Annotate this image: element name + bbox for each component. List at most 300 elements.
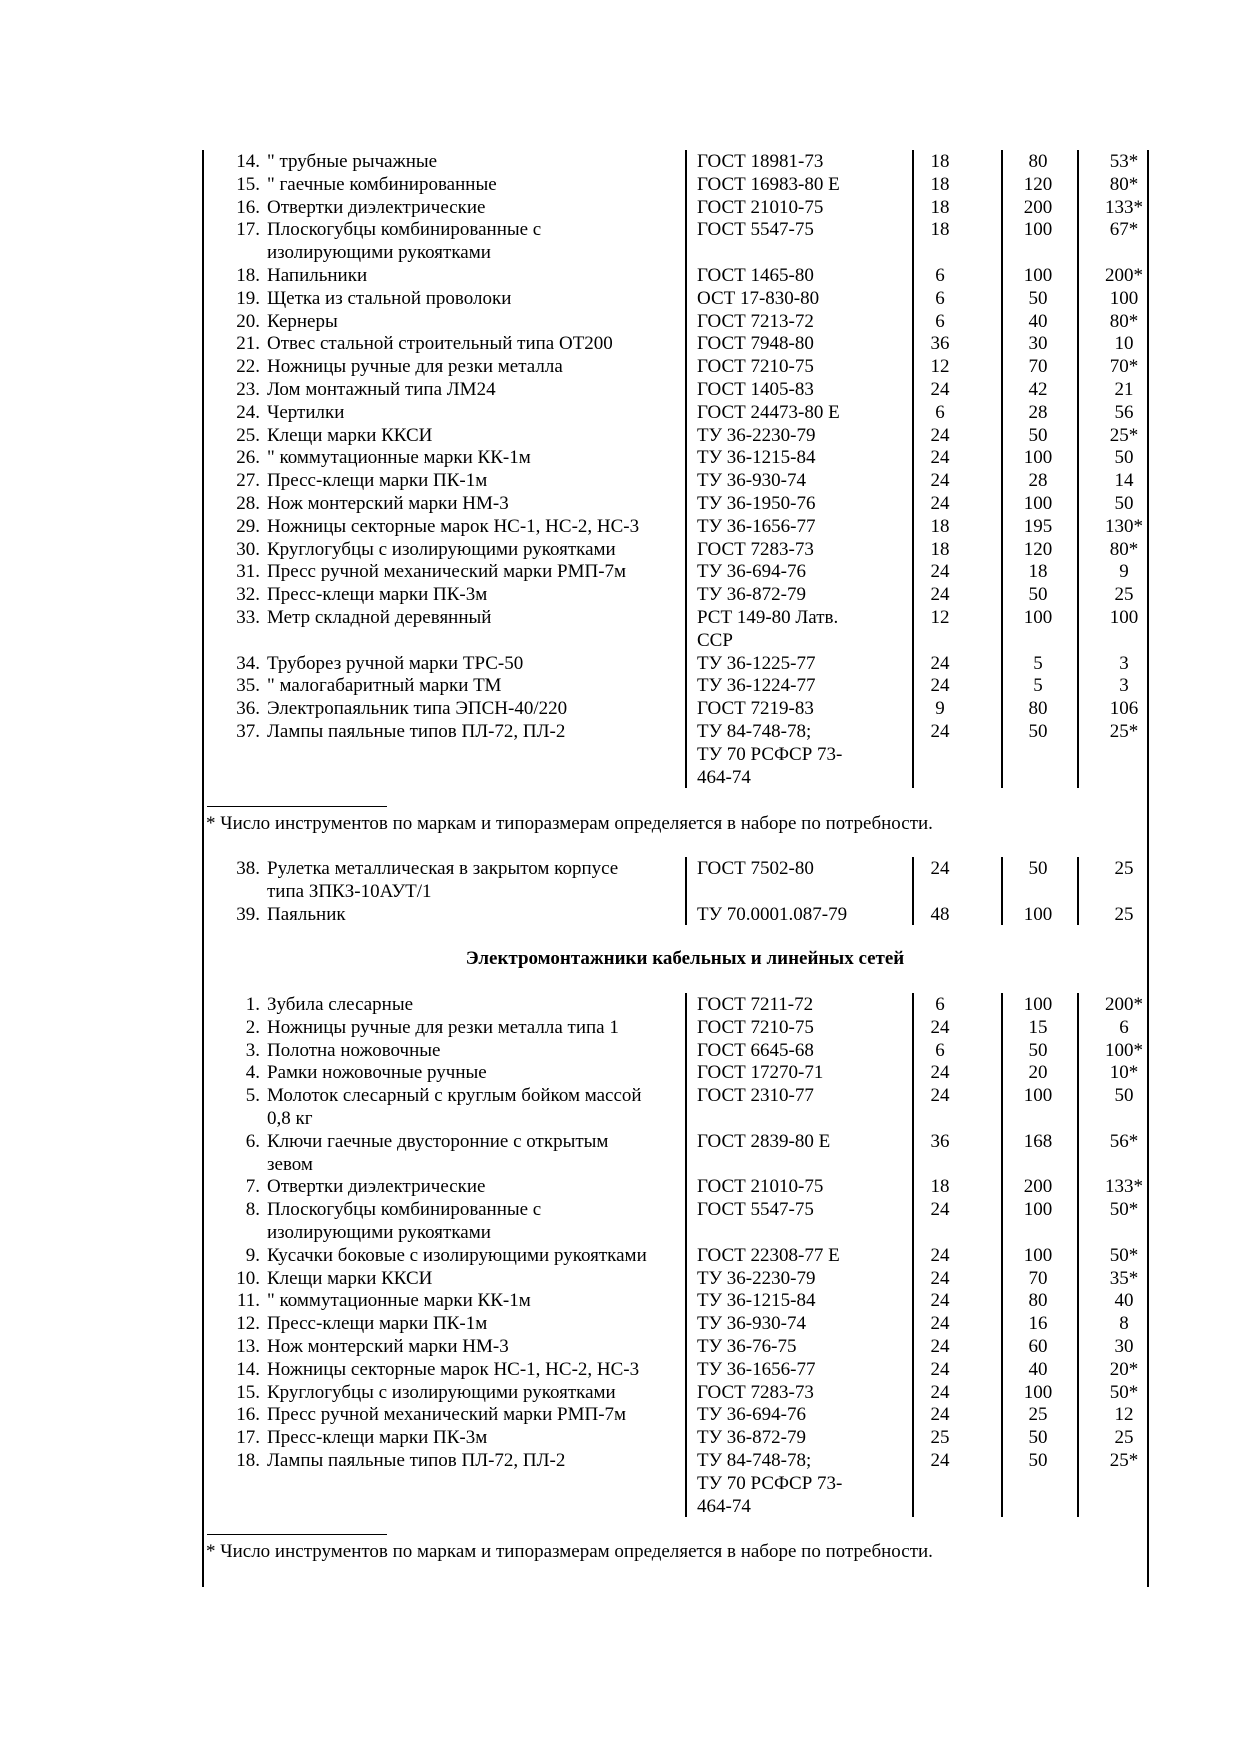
table-row xyxy=(0,1244,1240,1268)
table-row xyxy=(0,1472,1240,1496)
standard-ref: ТУ 36-1656-77 xyxy=(697,1358,816,1380)
table-row xyxy=(0,1153,1240,1177)
column-divider xyxy=(1001,993,1003,1517)
quantity-per-100: 18 xyxy=(1028,561,1048,583)
row-number: 28. xyxy=(236,493,260,514)
table-row xyxy=(0,332,1240,356)
norm-value: 50 xyxy=(1114,1085,1134,1107)
tool-name: Клещи марки ККСИ xyxy=(267,424,433,446)
service-life-months: 6 xyxy=(935,265,945,286)
tool-name: " гаечные комбинированные xyxy=(267,173,497,195)
norm-value: 25* xyxy=(1109,1450,1139,1471)
row-number: 22. xyxy=(236,356,260,378)
tool-name: изолирующими рукоятками xyxy=(267,1222,491,1243)
row-number: 36. xyxy=(236,698,260,720)
quantity-per-100: 195 xyxy=(1023,515,1053,537)
row-number: 16. xyxy=(236,1404,260,1426)
row-number: 20. xyxy=(236,310,260,332)
standard-ref: ГОСТ 7210-75 xyxy=(697,1016,814,1038)
service-life-months: 24 xyxy=(930,1062,950,1084)
standard-ref: ГОСТ 22308-77 Е xyxy=(697,1244,840,1266)
tool-name: " трубные рычажные xyxy=(267,151,438,172)
standard-ref: ГОСТ 7502-80 xyxy=(697,858,814,879)
tool-name: Ножницы секторные марок НС-1, НС-2, НС-3 xyxy=(267,515,640,537)
service-life-months: 24 xyxy=(930,1313,950,1335)
standard-ref: ГОСТ 7211-72 xyxy=(697,994,814,1015)
table-row xyxy=(0,1312,1240,1336)
norm-value: 50 xyxy=(1114,447,1134,469)
service-life-months: 12 xyxy=(930,356,950,378)
quantity-per-100: 100 xyxy=(1023,1244,1053,1266)
row-number: 21. xyxy=(236,333,260,355)
quantity-per-100: 80 xyxy=(1028,151,1048,172)
row-number: 18. xyxy=(236,265,260,286)
footnote-2: * Число инструментов по маркам и типоразмерам определяется в наборе по потребности. xyxy=(206,1541,933,1562)
tool-name: Пресс ручной механический марки РМП-7м xyxy=(267,1404,627,1426)
service-life-months: 24 xyxy=(930,561,950,583)
tool-name: Ножницы ручные для резки металла типа 1 xyxy=(267,1016,619,1038)
quantity-per-100: 100 xyxy=(1023,994,1053,1015)
table-row xyxy=(0,378,1240,402)
table-row xyxy=(0,1289,1240,1313)
quantity-per-100: 50 xyxy=(1028,1427,1048,1449)
table-row xyxy=(0,1198,1240,1222)
standard-ref: ССР xyxy=(697,629,733,651)
table-row xyxy=(0,766,1240,790)
table-row xyxy=(0,1403,1240,1427)
tool-name: Ножницы секторные марок НС-1, НС-2, НС-3 xyxy=(267,1358,640,1380)
quantity-per-100: 50 xyxy=(1028,287,1048,309)
column-divider xyxy=(1077,857,1079,925)
service-life-months: 24 xyxy=(930,858,950,879)
quantity-per-100: 70 xyxy=(1028,356,1048,378)
table-row xyxy=(0,287,1240,311)
row-number: 2. xyxy=(245,1016,260,1038)
table-row xyxy=(0,150,1240,174)
standard-ref: ГОСТ 16983-80 Е xyxy=(697,173,840,195)
quantity-per-100: 25 xyxy=(1028,1404,1048,1426)
row-number: 7. xyxy=(245,1176,260,1198)
quantity-per-100: 168 xyxy=(1023,1130,1053,1152)
row-number: 1. xyxy=(245,994,260,1015)
row-number: 35. xyxy=(236,675,260,697)
column-divider xyxy=(1001,150,1003,788)
standard-ref: ГОСТ 2839-80 Е xyxy=(697,1130,831,1152)
table-row xyxy=(0,264,1240,288)
table-row xyxy=(0,1358,1240,1382)
tool-name: Труборез ручной марки ТРС-50 xyxy=(267,652,524,674)
row-number: 3. xyxy=(245,1039,260,1061)
tool-name: Ножницы ручные для резки металла xyxy=(267,356,563,378)
standard-ref: ТУ 84-748-78; xyxy=(697,721,812,742)
row-number: 4. xyxy=(245,1062,260,1084)
standard-ref: ТУ 36-1656-77 xyxy=(697,515,816,537)
service-life-months: 24 xyxy=(930,447,950,469)
norm-value: 25 xyxy=(1114,1427,1134,1449)
tool-name: " коммутационные марки КК-1м xyxy=(267,447,531,469)
service-life-months: 24 xyxy=(930,1450,950,1471)
norm-value: 100* xyxy=(1105,1039,1143,1061)
tool-name: Зубила слесарные xyxy=(267,994,414,1015)
quantity-per-100: 80 xyxy=(1028,698,1048,720)
norm-value: 200* xyxy=(1105,265,1143,286)
norm-value: 25 xyxy=(1114,858,1134,879)
norm-value: 67* xyxy=(1109,219,1139,241)
standard-ref: ГОСТ 7283-73 xyxy=(697,1381,814,1403)
tool-name: Молоток слесарный с круглым бойком массой xyxy=(267,1085,642,1107)
quantity-per-100: 15 xyxy=(1028,1016,1048,1038)
quantity-per-100: 50 xyxy=(1028,584,1048,606)
row-number: 17. xyxy=(236,219,260,241)
table-row xyxy=(0,903,1240,927)
standard-ref: ТУ 70 РСФСР 73- xyxy=(697,1472,843,1494)
quantity-per-100: 16 xyxy=(1028,1313,1048,1335)
standard-ref: ГОСТ 21010-75 xyxy=(697,1176,824,1198)
quantity-per-100: 100 xyxy=(1023,1381,1053,1403)
column-divider xyxy=(1077,993,1079,1517)
service-life-months: 6 xyxy=(935,310,945,332)
table-row xyxy=(0,196,1240,220)
tool-name: Лампы паяльные типов ПЛ-72, ПЛ-2 xyxy=(267,721,566,742)
norm-value: 80* xyxy=(1109,310,1139,332)
tool-name: Плоскогубцы комбинированные с xyxy=(267,1199,542,1221)
standard-ref: ГОСТ 7210-75 xyxy=(697,356,814,378)
column-divider xyxy=(912,993,914,1517)
row-number: 31. xyxy=(236,561,260,583)
standard-ref: ГОСТ 1405-83 xyxy=(697,379,814,400)
standard-ref: ГОСТ 7219-83 xyxy=(697,698,814,720)
row-number: 18. xyxy=(236,1450,260,1471)
standard-ref: ТУ 36-2230-79 xyxy=(697,1267,816,1289)
tool-name: Паяльник xyxy=(267,903,346,925)
column-divider xyxy=(685,993,687,1517)
quantity-per-100: 50 xyxy=(1028,858,1048,879)
table-row xyxy=(0,993,1240,1017)
tool-name: Щетка из стальной проволоки xyxy=(267,287,512,309)
standard-ref: ГОСТ 18981-73 xyxy=(697,151,824,172)
service-life-months: 24 xyxy=(930,424,950,446)
norm-value: 50* xyxy=(1109,1381,1139,1403)
row-number: 27. xyxy=(236,470,260,492)
quantity-per-100: 5 xyxy=(1033,652,1043,674)
tool-name: типа ЗПКЗ-10АУТ/1 xyxy=(267,880,432,902)
quantity-per-100: 100 xyxy=(1023,607,1053,628)
row-number: 11. xyxy=(236,1290,260,1312)
footnote-1: * Число инструментов по маркам и типоразмерам определяется в наборе по потребности. xyxy=(206,813,933,834)
quantity-per-100: 42 xyxy=(1028,379,1048,400)
row-number: 15. xyxy=(236,173,260,195)
service-life-months: 24 xyxy=(930,1381,950,1403)
service-life-months: 6 xyxy=(935,287,945,309)
standard-ref: ТУ 36-76-75 xyxy=(697,1336,797,1357)
quantity-per-100: 50 xyxy=(1028,1450,1048,1471)
row-number: 23. xyxy=(236,379,260,400)
row-number: 26. xyxy=(236,447,260,469)
standard-ref: ГОСТ 17270-71 xyxy=(697,1062,824,1084)
service-life-months: 24 xyxy=(930,379,950,400)
row-number: 38. xyxy=(236,858,260,879)
row-number: 19. xyxy=(236,287,260,309)
quantity-per-100: 60 xyxy=(1028,1336,1048,1357)
standard-ref: ТУ 36-1224-77 xyxy=(697,675,816,697)
row-number: 25. xyxy=(236,424,260,446)
service-life-months: 24 xyxy=(930,1244,950,1266)
norm-value: 10* xyxy=(1109,1062,1139,1084)
table-row xyxy=(0,1449,1240,1473)
column-divider xyxy=(1001,857,1003,925)
norm-value: 21 xyxy=(1114,379,1134,400)
row-number: 17. xyxy=(236,1427,260,1449)
standard-ref: ТУ 36-694-76 xyxy=(697,561,806,583)
table-row xyxy=(0,1107,1240,1131)
table-row xyxy=(0,1267,1240,1291)
service-life-months: 24 xyxy=(930,1016,950,1038)
service-life-months: 18 xyxy=(930,515,950,537)
footnote-rule xyxy=(207,806,387,807)
quantity-per-100: 100 xyxy=(1023,493,1053,514)
table-row xyxy=(0,1495,1240,1519)
row-number: 8. xyxy=(245,1199,260,1221)
row-number: 16. xyxy=(236,196,260,218)
row-number: 14. xyxy=(236,1358,260,1380)
tool-name: Ключи гаечные двусторонние с открытым xyxy=(267,1130,609,1152)
quantity-per-100: 100 xyxy=(1023,1199,1053,1221)
norm-value: 35* xyxy=(1109,1267,1139,1289)
table-row xyxy=(0,241,1240,265)
row-number: 5. xyxy=(245,1085,260,1107)
norm-value: 9 xyxy=(1119,561,1129,583)
service-life-months: 18 xyxy=(930,1176,950,1198)
service-life-months: 18 xyxy=(930,219,950,241)
norm-value: 80* xyxy=(1109,173,1139,195)
table-row xyxy=(0,1016,1240,1040)
norm-value: 50* xyxy=(1109,1199,1139,1221)
quantity-per-100: 28 xyxy=(1028,470,1048,492)
norm-value: 133* xyxy=(1105,196,1143,218)
tool-name: Нож монтерский марки НМ-3 xyxy=(267,1336,509,1357)
quantity-per-100: 200 xyxy=(1023,1176,1053,1198)
norm-value: 70* xyxy=(1109,356,1139,378)
standard-ref: ГОСТ 24473-80 Е xyxy=(697,401,840,423)
standard-ref: ГОСТ 5547-75 xyxy=(697,1199,814,1221)
service-life-months: 18 xyxy=(930,173,950,195)
tool-name: Электропаяльник типа ЭПСН-40/220 xyxy=(267,698,568,720)
table-row xyxy=(0,1335,1240,1359)
table-row xyxy=(0,1381,1240,1405)
tool-name: " коммутационные марки КК-1м xyxy=(267,1290,531,1312)
tool-name: Плоскогубцы комбинированные с xyxy=(267,219,542,241)
row-number: 15. xyxy=(236,1381,260,1403)
norm-value: 50* xyxy=(1109,1244,1139,1266)
standard-ref: ГОСТ 1465-80 xyxy=(697,265,814,286)
norm-value: 25 xyxy=(1114,584,1134,606)
tool-name: изолирующими рукоятками xyxy=(267,242,491,264)
standard-ref: ТУ 70 РСФСР 73- xyxy=(697,743,843,765)
standard-ref: ГОСТ 7213-72 xyxy=(697,310,814,332)
standard-ref: ТУ 36-1950-76 xyxy=(697,493,816,514)
tool-name: Круглогубцы с изолирующими рукоятками xyxy=(267,1381,616,1403)
norm-value: 100 xyxy=(1109,607,1139,628)
quantity-per-100: 120 xyxy=(1023,538,1053,560)
tool-name: Пресс-клещи марки ПК-3м xyxy=(267,584,488,606)
row-number: 29. xyxy=(236,515,260,537)
table-row xyxy=(0,1130,1240,1154)
quantity-per-100: 100 xyxy=(1023,447,1053,469)
norm-value: 3 xyxy=(1119,675,1129,697)
table-row xyxy=(0,218,1240,242)
norm-value: 40 xyxy=(1114,1290,1134,1312)
standard-ref: РСТ 149-80 Латв. xyxy=(697,607,839,628)
standard-ref: ТУ 84-748-78; xyxy=(697,1450,812,1471)
standard-ref: 464-74 xyxy=(697,766,751,788)
row-number: 39. xyxy=(236,903,260,925)
table-row xyxy=(0,1221,1240,1245)
norm-value: 25 xyxy=(1114,903,1134,925)
quantity-per-100: 100 xyxy=(1023,1085,1053,1107)
table-row xyxy=(0,857,1240,881)
norm-value: 200* xyxy=(1105,994,1143,1015)
standard-ref: ТУ 36-930-74 xyxy=(697,1313,806,1335)
norm-value: 100 xyxy=(1109,287,1139,309)
service-life-months: 24 xyxy=(930,1358,950,1380)
quantity-per-100: 28 xyxy=(1028,401,1048,423)
standard-ref: ТУ 36-2230-79 xyxy=(697,424,816,446)
norm-value: 50 xyxy=(1114,493,1134,514)
tool-name: Полотна ножовочные xyxy=(267,1039,441,1061)
table-row xyxy=(0,424,1240,448)
row-number: 32. xyxy=(236,584,260,606)
standard-ref: ТУ 36-1215-84 xyxy=(697,447,816,469)
quantity-per-100: 5 xyxy=(1033,675,1043,697)
row-number: 30. xyxy=(236,538,260,560)
table-row xyxy=(0,1175,1240,1199)
norm-value: 10 xyxy=(1114,333,1134,355)
quantity-per-100: 40 xyxy=(1028,310,1048,332)
service-life-months: 6 xyxy=(935,1039,945,1061)
tool-name: Рамки ножовочные ручные xyxy=(267,1062,487,1084)
service-life-months: 6 xyxy=(935,994,945,1015)
norm-value: 130* xyxy=(1105,515,1143,537)
quantity-per-100: 20 xyxy=(1028,1062,1048,1084)
norm-value: 20* xyxy=(1109,1358,1139,1380)
service-life-months: 18 xyxy=(930,538,950,560)
norm-value: 106 xyxy=(1109,698,1139,720)
tool-name: Рулетка металлическая в закрытом корпусе xyxy=(267,858,619,879)
standard-ref: ГОСТ 2310-77 xyxy=(697,1085,814,1107)
service-life-months: 36 xyxy=(930,333,950,355)
service-life-months: 9 xyxy=(935,698,945,720)
service-life-months: 24 xyxy=(930,1290,950,1312)
standard-ref: ТУ 36-694-76 xyxy=(697,1404,806,1426)
table-row xyxy=(0,743,1240,767)
table-row xyxy=(0,492,1240,516)
standard-ref: ТУ 36-1215-84 xyxy=(697,1290,816,1312)
service-life-months: 24 xyxy=(930,675,950,697)
quantity-per-100: 50 xyxy=(1028,424,1048,446)
tool-name: Круглогубцы с изолирующими рукоятками xyxy=(267,538,616,560)
row-number: 14. xyxy=(236,151,260,172)
tool-name: Лампы паяльные типов ПЛ-72, ПЛ-2 xyxy=(267,1450,566,1471)
quantity-per-100: 100 xyxy=(1023,903,1053,925)
row-number: 9. xyxy=(245,1244,260,1266)
tool-name: Лом монтажный типа ЛМ24 xyxy=(267,379,496,400)
row-number: 34. xyxy=(236,652,260,674)
tool-name: Напильники xyxy=(267,265,368,286)
service-life-months: 48 xyxy=(930,903,950,925)
tool-name: Пресс-клещи марки ПК-1м xyxy=(267,1313,488,1335)
tool-name: Клещи марки ККСИ xyxy=(267,1267,433,1289)
norm-value: 80* xyxy=(1109,538,1139,560)
norm-value: 12 xyxy=(1114,1404,1134,1426)
norm-value: 6 xyxy=(1119,1016,1129,1038)
standard-ref: ОСТ 17-830-80 xyxy=(697,287,820,309)
tool-name: Кусачки боковые с изолирующими рукоятками xyxy=(267,1244,647,1266)
row-number: 24. xyxy=(236,401,260,423)
tool-name: " малогабаритный марки ТМ xyxy=(267,675,502,697)
row-number: 12. xyxy=(236,1313,260,1335)
standard-ref: ТУ 36-872-79 xyxy=(697,584,806,606)
tool-name: Отвес стальной строительный типа ОТ200 xyxy=(267,333,613,355)
table-row xyxy=(0,469,1240,493)
quantity-per-100: 70 xyxy=(1028,1267,1048,1289)
quantity-per-100: 100 xyxy=(1023,265,1053,286)
quantity-per-100: 50 xyxy=(1028,1039,1048,1061)
norm-value: 25* xyxy=(1109,424,1139,446)
service-life-months: 36 xyxy=(930,1130,950,1152)
standard-ref: ТУ 70.0001.087-79 xyxy=(697,903,848,925)
standard-ref: ГОСТ 7283-73 xyxy=(697,538,814,560)
table-row xyxy=(0,583,1240,607)
standard-ref: ТУ 36-1225-77 xyxy=(697,652,816,674)
service-life-months: 6 xyxy=(935,401,945,423)
table-row xyxy=(0,1039,1240,1063)
tool-name: Кернеры xyxy=(267,310,338,332)
table-row xyxy=(0,1061,1240,1085)
row-number: 37. xyxy=(236,721,260,742)
quantity-per-100: 80 xyxy=(1028,1290,1048,1312)
standard-ref: ТУ 36-872-79 xyxy=(697,1427,806,1449)
standard-ref: ГОСТ 6645-68 xyxy=(697,1039,814,1061)
quantity-per-100: 120 xyxy=(1023,173,1053,195)
quantity-per-100: 50 xyxy=(1028,721,1048,742)
service-life-months: 24 xyxy=(930,652,950,674)
tool-name: 0,8 кг xyxy=(267,1108,313,1129)
row-number: 10. xyxy=(236,1267,260,1289)
row-number: 13. xyxy=(236,1336,260,1357)
tool-name: Отвертки диэлектрические xyxy=(267,196,486,218)
column-divider xyxy=(1077,150,1079,788)
norm-value: 3 xyxy=(1119,652,1129,674)
table-row xyxy=(0,1426,1240,1450)
footnote-rule xyxy=(207,1534,387,1535)
service-life-months: 18 xyxy=(930,196,950,218)
tool-name: Пресс-клещи марки ПК-3м xyxy=(267,1427,488,1449)
service-life-months: 25 xyxy=(930,1427,950,1449)
table-row xyxy=(0,674,1240,698)
quantity-per-100: 100 xyxy=(1023,219,1053,241)
table-row xyxy=(0,355,1240,379)
tool-name: Метр складной деревянный xyxy=(267,607,492,628)
table-row xyxy=(0,446,1240,470)
service-life-months: 24 xyxy=(930,584,950,606)
table-row xyxy=(0,720,1240,744)
table-row xyxy=(0,515,1240,539)
norm-value: 30 xyxy=(1114,1336,1134,1357)
table-row xyxy=(0,697,1240,721)
quantity-per-100: 200 xyxy=(1023,196,1053,218)
service-life-months: 24 xyxy=(930,470,950,492)
service-life-months: 24 xyxy=(930,1404,950,1426)
